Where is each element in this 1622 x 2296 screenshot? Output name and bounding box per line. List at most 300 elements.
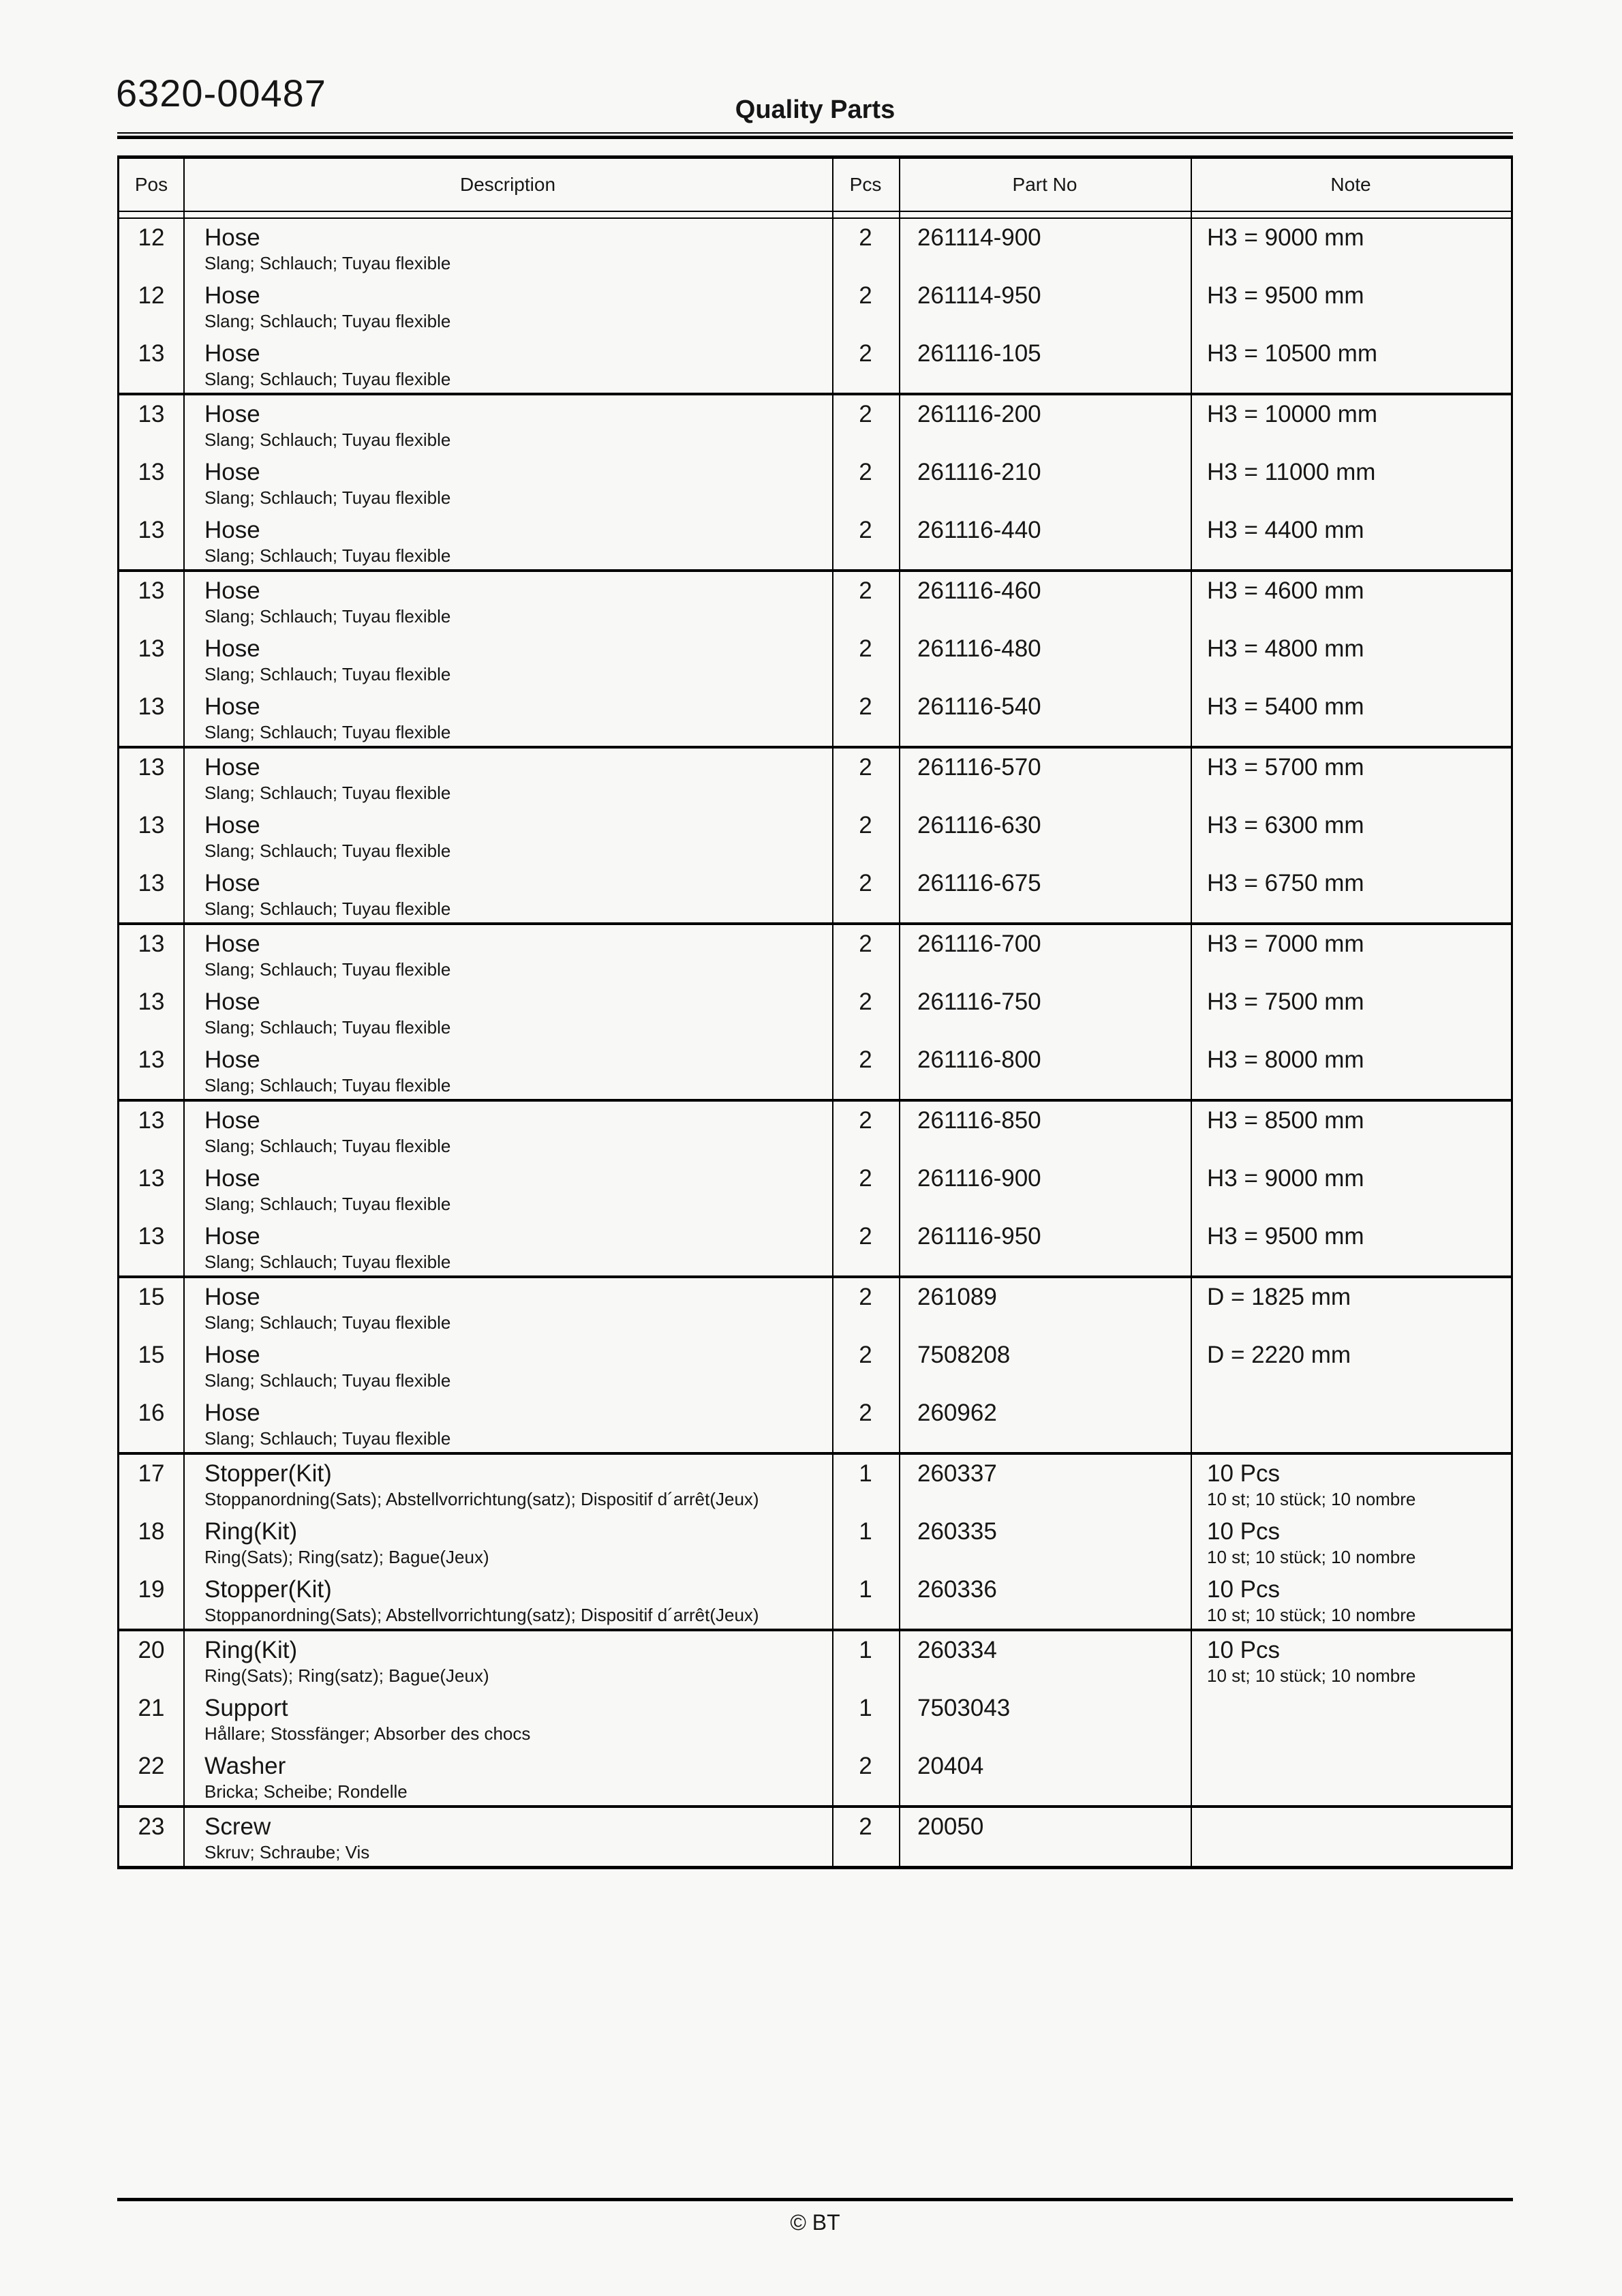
description-main: Stopper(Kit): [204, 1576, 332, 1603]
pcs-cell: [832, 453, 899, 511]
doc-number: 6320-00487: [116, 72, 326, 115]
pcs-cell: [832, 983, 899, 1041]
column-header-description: Description: [459, 174, 556, 195]
pcs-cell: [832, 395, 899, 453]
note-cell: [1191, 1747, 1511, 1805]
pos-value: 22: [138, 1753, 165, 1779]
pos-value: 15: [138, 1342, 165, 1368]
note-cell: [1191, 1394, 1511, 1452]
description-cell: [183, 1394, 832, 1452]
description-main: Hose: [204, 812, 260, 839]
description-main: Hose: [204, 340, 260, 367]
description-translations: Stoppanordning(Sats); Abstellvorrichtung(satz); Dispositif d´arrêt(Jeux): [204, 1605, 759, 1625]
table-row: [119, 630, 1511, 688]
table-row: [119, 1571, 1511, 1629]
note-main: H3 = 8000 mm: [1207, 1046, 1364, 1073]
description-translations: Slang; Schlauch; Tuyau flexible: [204, 369, 451, 389]
note-sub: 10 st; 10 stück; 10 nombre: [1207, 1665, 1416, 1686]
description-cell: [183, 630, 832, 688]
row-group: [119, 395, 1511, 572]
pcs-cell: [832, 335, 899, 393]
pcs-value: 2: [859, 754, 872, 781]
note-cell: [1191, 1455, 1511, 1513]
description-cell: [183, 511, 832, 569]
pcs-cell: [832, 1102, 899, 1160]
description-translations: Slang; Schlauch; Tuyau flexible: [204, 722, 451, 742]
part-no-cell: [899, 1808, 1191, 1866]
table-row: [119, 1218, 1511, 1275]
part-no-cell: [899, 1455, 1191, 1513]
pcs-cell: [832, 1571, 899, 1629]
pos-value: 13: [138, 1223, 165, 1250]
part-no-value: 260962: [917, 1400, 997, 1426]
pos-cell: [119, 1394, 183, 1452]
row-group: [119, 1808, 1511, 1866]
note-main: H3 = 4600 mm: [1207, 577, 1364, 604]
description-translations: Slang; Schlauch; Tuyau flexible: [204, 959, 451, 980]
pos-cell: [119, 864, 183, 922]
pcs-cell: [832, 1278, 899, 1336]
description-main: Hose: [204, 931, 260, 957]
pcs-cell: [832, 1689, 899, 1747]
pos-value: 12: [138, 282, 165, 309]
copyright-text: © BT: [790, 2210, 840, 2235]
pos-cell: [119, 1455, 183, 1513]
pcs-cell: [832, 219, 899, 277]
description-cell: [183, 1102, 832, 1160]
table-body: [119, 219, 1511, 1866]
description-translations: Slang; Schlauch; Tuyau flexible: [204, 311, 451, 331]
pcs-cell: [832, 925, 899, 983]
row-group: [119, 572, 1511, 749]
pos-value: 13: [138, 517, 165, 543]
row-group: [119, 749, 1511, 925]
column-header-pcs: Pcs: [849, 174, 882, 195]
pos-value: 13: [138, 459, 165, 485]
table-row: [119, 806, 1511, 864]
part-no-cell: [899, 1278, 1191, 1336]
note-main: 10 Pcs: [1207, 1637, 1280, 1663]
part-no-cell: [899, 688, 1191, 746]
part-no-value: 7503043: [917, 1695, 1011, 1721]
note-sub: 10 st; 10 stück; 10 nombre: [1207, 1547, 1416, 1567]
table-row: [119, 1747, 1511, 1805]
pcs-cell: [832, 511, 899, 569]
description-translations: Bricka; Scheibe; Rondelle: [204, 1781, 408, 1802]
pcs-value: 2: [859, 1165, 872, 1192]
part-no-value: 260334: [917, 1637, 997, 1663]
header-rule: [117, 132, 1513, 139]
note-main: H3 = 7000 mm: [1207, 931, 1364, 957]
part-no-cell: [899, 1218, 1191, 1275]
part-no-value: 261116-700: [917, 931, 1041, 957]
table-row: [119, 1160, 1511, 1218]
row-group: [119, 1631, 1511, 1808]
description-cell: [183, 925, 832, 983]
pos-value: 13: [138, 754, 165, 781]
table-row: [119, 1041, 1511, 1099]
description-main: Hose: [204, 1400, 260, 1426]
description-cell: [183, 453, 832, 511]
pos-cell: [119, 219, 183, 277]
table-row: [119, 1394, 1511, 1452]
pos-value: 13: [138, 693, 165, 720]
pos-cell: [119, 1747, 183, 1805]
pos-value: 13: [138, 1107, 165, 1134]
note-cell: [1191, 688, 1511, 746]
description-main: Hose: [204, 517, 260, 543]
part-no-value: 260336: [917, 1576, 997, 1603]
pcs-value: 2: [859, 459, 872, 485]
part-no-cell: [899, 1747, 1191, 1805]
pcs-value: 2: [859, 1753, 872, 1779]
table-row: [119, 925, 1511, 983]
pcs-value: 2: [859, 517, 872, 543]
description-translations: Slang; Schlauch; Tuyau flexible: [204, 1136, 451, 1156]
pcs-cell: [832, 806, 899, 864]
description-cell: [183, 1041, 832, 1099]
parts-table: [117, 155, 1513, 1869]
description-main: Hose: [204, 754, 260, 781]
column-header-note: Note: [1330, 174, 1371, 195]
pcs-value: 2: [859, 401, 872, 427]
part-no-cell: [899, 395, 1191, 453]
description-cell: [183, 806, 832, 864]
row-group: [119, 1278, 1511, 1455]
note-main: H3 = 5400 mm: [1207, 693, 1364, 720]
pos-cell: [119, 395, 183, 453]
pcs-value: 2: [859, 931, 872, 957]
pcs-value: 2: [859, 870, 872, 896]
table-row: [119, 453, 1511, 511]
note-cell: [1191, 219, 1511, 277]
pos-cell: [119, 277, 183, 335]
pcs-cell: [832, 1218, 899, 1275]
pos-cell: [119, 630, 183, 688]
pcs-value: 1: [859, 1518, 872, 1545]
pcs-cell: [832, 630, 899, 688]
column-divider: [899, 159, 900, 1866]
description-main: Hose: [204, 1342, 260, 1368]
note-cell: [1191, 1689, 1511, 1747]
description-main: Hose: [204, 635, 260, 662]
note-cell: [1191, 1631, 1511, 1689]
note-main: H3 = 9500 mm: [1207, 282, 1364, 309]
table-row: [119, 335, 1511, 393]
pcs-cell: [832, 1336, 899, 1394]
description-main: Hose: [204, 1165, 260, 1192]
description-cell: [183, 864, 832, 922]
pos-cell: [119, 1631, 183, 1689]
description-main: Screw: [204, 1813, 271, 1840]
description-translations: Stoppanordning(Sats); Abstellvorrichtung(satz); Dispositif d´arrêt(Jeux): [204, 1489, 759, 1509]
description-main: Hose: [204, 459, 260, 485]
pos-value: 13: [138, 1165, 165, 1192]
column-header-pos: Pos: [134, 174, 168, 195]
part-no-cell: [899, 453, 1191, 511]
footer-rule: [117, 2198, 1513, 2201]
part-no-cell: [899, 572, 1191, 630]
pos-cell: [119, 1513, 183, 1571]
part-no-value: 261116-900: [917, 1165, 1041, 1192]
pos-cell: [119, 1336, 183, 1394]
pcs-cell: [832, 1455, 899, 1513]
part-no-value: 260335: [917, 1518, 997, 1545]
column-divider: [1191, 159, 1192, 1866]
note-main: H3 = 5700 mm: [1207, 754, 1364, 781]
part-no-cell: [899, 1513, 1191, 1571]
description-translations: Slang; Schlauch; Tuyau flexible: [204, 841, 451, 861]
part-no-value: 261116-210: [917, 459, 1041, 485]
part-no-value: 261116-440: [917, 517, 1041, 543]
part-no-cell: [899, 806, 1191, 864]
note-cell: [1191, 1336, 1511, 1394]
pcs-value: 2: [859, 1342, 872, 1368]
note-cell: [1191, 1513, 1511, 1571]
pcs-cell: [832, 1041, 899, 1099]
description-main: Hose: [204, 1046, 260, 1073]
pos-cell: [119, 1278, 183, 1336]
part-no-cell: [899, 925, 1191, 983]
description-main: Washer: [204, 1753, 286, 1779]
description-cell: [183, 1160, 832, 1218]
pos-cell: [119, 1041, 183, 1099]
pcs-value: 1: [859, 1637, 872, 1663]
description-main: Hose: [204, 224, 260, 251]
part-no-cell: [899, 1394, 1191, 1452]
note-cell: [1191, 630, 1511, 688]
part-no-value: 261116-630: [917, 812, 1041, 839]
pcs-cell: [832, 1808, 899, 1866]
description-cell: [183, 749, 832, 806]
description-main: Hose: [204, 693, 260, 720]
pcs-cell: [832, 1394, 899, 1452]
part-no-value: 261114-900: [917, 224, 1041, 251]
description-cell: [183, 335, 832, 393]
note-sub: 10 st; 10 stück; 10 nombre: [1207, 1489, 1416, 1509]
part-no-value: 261116-800: [917, 1046, 1041, 1073]
note-main: 10 Pcs: [1207, 1518, 1280, 1545]
description-main: Support: [204, 1695, 288, 1721]
description-cell: [183, 1278, 832, 1336]
pos-cell: [119, 453, 183, 511]
part-no-value: 261116-850: [917, 1107, 1041, 1134]
note-cell: [1191, 983, 1511, 1041]
note-main: D = 1825 mm: [1207, 1284, 1351, 1310]
description-translations: Slang; Schlauch; Tuyau flexible: [204, 1370, 451, 1391]
note-main: H3 = 4800 mm: [1207, 635, 1364, 662]
note-main: H3 = 4400 mm: [1207, 517, 1364, 543]
part-no-cell: [899, 749, 1191, 806]
table-row: [119, 572, 1511, 630]
row-group: [119, 1455, 1511, 1631]
note-cell: [1191, 1808, 1511, 1866]
note-cell: [1191, 749, 1511, 806]
note-cell: [1191, 277, 1511, 335]
pcs-cell: [832, 1631, 899, 1689]
row-group: [119, 1102, 1511, 1278]
pos-cell: [119, 1218, 183, 1275]
pos-value: 18: [138, 1518, 165, 1545]
description-translations: Slang; Schlauch; Tuyau flexible: [204, 253, 451, 273]
pos-cell: [119, 1808, 183, 1866]
part-no-cell: [899, 1102, 1191, 1160]
pcs-value: 2: [859, 693, 872, 720]
note-main: H3 = 7500 mm: [1207, 988, 1364, 1015]
note-main: 10 Pcs: [1207, 1460, 1280, 1487]
description-cell: [183, 1689, 832, 1747]
table-row: [119, 1278, 1511, 1336]
pos-value: 16: [138, 1400, 165, 1426]
pcs-value: 2: [859, 812, 872, 839]
part-no-cell: [899, 630, 1191, 688]
table-row: [119, 395, 1511, 453]
note-cell: [1191, 395, 1511, 453]
pos-cell: [119, 1102, 183, 1160]
table-row: [119, 1455, 1511, 1513]
description-main: Ring(Kit): [204, 1637, 298, 1663]
pos-cell: [119, 925, 183, 983]
pcs-value: 2: [859, 988, 872, 1015]
pos-cell: [119, 1160, 183, 1218]
pcs-value: 2: [859, 1107, 872, 1134]
description-translations: Ring(Sats); Ring(satz); Bague(Jeux): [204, 1547, 489, 1567]
pcs-value: 1: [859, 1576, 872, 1603]
note-main: D = 2220 mm: [1207, 1342, 1351, 1368]
pos-value: 23: [138, 1813, 165, 1840]
pcs-value: 2: [859, 1813, 872, 1840]
pcs-cell: [832, 864, 899, 922]
pos-value: 12: [138, 224, 165, 251]
description-cell: [183, 1336, 832, 1394]
description-main: Hose: [204, 282, 260, 309]
row-group: [119, 925, 1511, 1102]
part-no-value: 260337: [917, 1460, 997, 1487]
part-no-value: 261116-570: [917, 754, 1041, 781]
part-no-cell: [899, 864, 1191, 922]
part-no-value: 261116-750: [917, 988, 1041, 1015]
part-no-value: 261116-200: [917, 401, 1041, 427]
description-cell: [183, 219, 832, 277]
part-no-cell: [899, 1160, 1191, 1218]
pos-cell: [119, 806, 183, 864]
part-no-value: 261116-675: [917, 870, 1041, 896]
pcs-cell: [832, 277, 899, 335]
note-sub: 10 st; 10 stück; 10 nombre: [1207, 1605, 1416, 1625]
note-main: H3 = 9000 mm: [1207, 224, 1364, 251]
table-row: [119, 983, 1511, 1041]
description-cell: [183, 277, 832, 335]
part-no-value: 261116-460: [917, 577, 1041, 604]
pos-cell: [119, 983, 183, 1041]
part-no-cell: [899, 1571, 1191, 1629]
pos-value: 13: [138, 812, 165, 839]
pcs-cell: [832, 749, 899, 806]
description-translations: Slang; Schlauch; Tuyau flexible: [204, 1075, 451, 1096]
part-no-value: 7508208: [917, 1342, 1011, 1368]
pcs-cell: [832, 688, 899, 746]
description-translations: Slang; Schlauch; Tuyau flexible: [204, 664, 451, 684]
part-no-cell: [899, 277, 1191, 335]
part-no-cell: [899, 335, 1191, 393]
pos-value: 17: [138, 1460, 165, 1487]
description-translations: Slang; Schlauch; Tuyau flexible: [204, 1252, 451, 1272]
pos-value: 13: [138, 635, 165, 662]
description-main: Hose: [204, 870, 260, 896]
table-row: [119, 1631, 1511, 1689]
note-cell: [1191, 1160, 1511, 1218]
pcs-cell: [832, 1747, 899, 1805]
pcs-value: 2: [859, 635, 872, 662]
part-no-cell: [899, 219, 1191, 277]
pcs-value: 2: [859, 282, 872, 309]
table-row: [119, 688, 1511, 746]
description-main: Hose: [204, 1107, 260, 1134]
table-row: [119, 1513, 1511, 1571]
note-cell: [1191, 1102, 1511, 1160]
description-translations: Slang; Schlauch; Tuyau flexible: [204, 545, 451, 566]
note-cell: [1191, 806, 1511, 864]
description-cell: [183, 688, 832, 746]
description-main: Hose: [204, 988, 260, 1015]
pcs-value: 2: [859, 1284, 872, 1310]
description-main: Ring(Kit): [204, 1518, 298, 1545]
description-translations: Slang; Schlauch; Tuyau flexible: [204, 898, 451, 919]
description-translations: Hållare; Stossfänger; Absorber des chocs: [204, 1723, 531, 1744]
note-cell: [1191, 1041, 1511, 1099]
page-title: Quality Parts: [735, 95, 896, 124]
note-cell: [1191, 1218, 1511, 1275]
note-main: H3 = 9500 mm: [1207, 1223, 1364, 1250]
pcs-value: 2: [859, 340, 872, 367]
part-no-cell: [899, 1631, 1191, 1689]
description-cell: [183, 1571, 832, 1629]
pos-cell: [119, 688, 183, 746]
note-cell: [1191, 864, 1511, 922]
note-cell: [1191, 572, 1511, 630]
pos-value: 13: [138, 577, 165, 604]
description-translations: Slang; Schlauch; Tuyau flexible: [204, 1194, 451, 1214]
description-translations: Slang; Schlauch; Tuyau flexible: [204, 487, 451, 508]
description-translations: Slang; Schlauch; Tuyau flexible: [204, 1017, 451, 1038]
note-cell: [1191, 1571, 1511, 1629]
description-cell: [183, 1631, 832, 1689]
part-no-value: 261116-950: [917, 1223, 1041, 1250]
description-main: Hose: [204, 1223, 260, 1250]
description-translations: Slang; Schlauch; Tuyau flexible: [204, 1428, 451, 1449]
description-cell: [183, 1747, 832, 1805]
pos-cell: [119, 749, 183, 806]
pos-value: 20: [138, 1637, 165, 1663]
description-translations: Skruv; Schraube; Vis: [204, 1842, 370, 1862]
note-main: H3 = 11000 mm: [1207, 459, 1376, 485]
description-translations: Ring(Sats); Ring(satz); Bague(Jeux): [204, 1665, 489, 1686]
pcs-value: 1: [859, 1460, 872, 1487]
pos-value: 13: [138, 870, 165, 896]
part-no-value: 261114-950: [917, 282, 1041, 309]
description-main: Stopper(Kit): [204, 1460, 332, 1487]
table-row: [119, 1102, 1511, 1160]
pos-value: 13: [138, 988, 165, 1015]
note-cell: [1191, 925, 1511, 983]
note-cell: [1191, 1278, 1511, 1336]
header-separator: [119, 211, 1511, 219]
column-header-part-no: Part No: [1012, 174, 1077, 195]
part-no-cell: [899, 983, 1191, 1041]
table-row: [119, 1336, 1511, 1394]
description-cell: [183, 1455, 832, 1513]
pcs-value: 2: [859, 1046, 872, 1073]
